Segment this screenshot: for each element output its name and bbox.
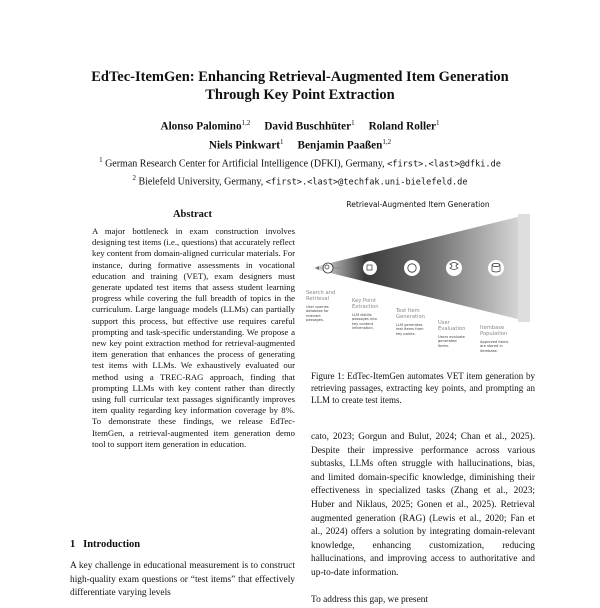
author-affil-sup: 1 xyxy=(436,119,440,127)
affiliation-text: German Research Center for Artificial Intelligence (DFKI), Germany, xyxy=(105,158,385,170)
figure-caption: Figure 1: EdTec-ItemGen automates VET item generation by retrieving passages, extracting key points, and prompting an LLM to create test items. xyxy=(311,371,535,405)
author-affil-sup: 1,2 xyxy=(382,137,392,146)
abstract-heading: Abstract xyxy=(172,209,213,220)
author-affil-sup: 1 xyxy=(351,119,355,127)
author-name: Niels Pinkwart xyxy=(208,139,281,152)
figure-1 xyxy=(302,198,534,358)
affiliation-2 xyxy=(0,171,600,189)
authors-line-1 xyxy=(0,116,600,135)
right-column-text: cato, 2023; Gorgun and Bulut, 2024; Chan et al., 2025). Despite their impressive performance across various subtasks, LLMs often struggle with hallucinations, bias, and limited domain-specific knowledge, diminishing their effectiveness in specialized tasks (Zhang et al., 2023; Huber and Niklaus, 2025; Gonen et al., 2025). Retrieval augmented generation (RAG) (Lewis et al., 2020; Fan et al., 2024) offers a solution by integrating domain-relevant knowledge, enhancing customization, reducing hallucinations, and improving access to authoritative and up-to-date information. xyxy=(311,432,535,578)
stage-desc-itembase: Approved items are stored in itembase. xyxy=(480,340,509,353)
abstract-text: A major bottleneck in exam construction involves designing test items (i.e., questions) that accurately reflect key content from domain-aligned curricular materials. For instance, during formative assessments in vocational education and training (VET), exam designers must generate updated test items that assess student learning progress while covering the full breadth of topics in the curriculum. Large language models (LLMs) can partially support this process, but effective use requires careful prompting and task-specific understanding. We propose a new key point extraction method for retrieval-augmented item generation that enhances the process of generating test items with LLMs. We exhaustively evaluated our method using a TREC-RAG approach, finding that prompting LLMs with key content rather than directly using full curricular text passages significantly improves item quality regarding key information coverage by 8%. To demonstrate these findings, we release EdTec-ItemGen, a retrieval-augmented item generation demo tool to support item generation in education. xyxy=(92,226,295,449)
right-column-bottom-text: To address this gap, we present xyxy=(311,595,429,605)
author-list xyxy=(0,116,600,153)
affiliation-sup: 1 xyxy=(99,156,103,164)
author-name: Benjamin Paaßen xyxy=(297,139,383,152)
stage-icon-search xyxy=(323,263,333,273)
stage-label-itembase: Itembase Population xyxy=(480,325,508,338)
stage-icon-database xyxy=(488,260,504,276)
affiliation-email[interactable]: <first>.<last>@techfak.uni-bielefeld.de xyxy=(265,177,468,188)
author-affil-sup: 1 xyxy=(280,137,284,146)
affiliation-1 xyxy=(0,153,600,171)
affiliation-email[interactable]: <first>.<last>@dfki.de xyxy=(387,159,501,170)
search-icon xyxy=(323,263,333,273)
figure-title: Retrieval-Augmented Item Generation xyxy=(346,200,490,209)
stage-label-generation: Test Item Generation xyxy=(396,308,425,321)
funnel-mouth xyxy=(518,214,530,322)
stage-label-search: Search and Retrieval xyxy=(306,290,336,303)
author-name: Alonso Palomino xyxy=(160,120,242,133)
title-line-1: EdTec-ItemGen: Enhancing Retrieval-Augmented Item Generation xyxy=(91,69,509,85)
stage-desc-evaluation: Users evaluate generated items. xyxy=(438,335,465,348)
stage-label-keypoint: Key Point Extraction xyxy=(352,298,379,311)
affiliation-text: Bielefeld University, Germany, xyxy=(138,176,264,188)
affiliations xyxy=(0,153,600,190)
author-name: Roland Roller xyxy=(368,120,436,133)
database-icon xyxy=(488,260,504,276)
question-icon xyxy=(404,260,420,276)
introduction-text: A key challenge in educational measurement is to construct high-quality exam questions or “test items” that effectively differentiate varying levels xyxy=(70,561,295,599)
section-number: 1 xyxy=(70,539,76,550)
title-line-2: Through Key Point Extraction xyxy=(205,87,395,103)
section-heading-introduction xyxy=(70,539,140,550)
paper-title xyxy=(0,68,600,104)
stage-desc-search: User queries database for relevant passages. xyxy=(306,305,329,323)
author-affil-sup: 1,2 xyxy=(241,119,251,127)
stage-icon-key xyxy=(363,261,377,275)
stage-icon-brain xyxy=(446,260,462,276)
stage-desc-generation: LLM generates test items from key points. xyxy=(396,323,424,336)
section-title: Introduction xyxy=(83,539,141,550)
stage-icon-question xyxy=(404,260,420,276)
authors-line-2 xyxy=(0,135,600,154)
key-icon xyxy=(363,261,377,275)
stage-desc-keypoint: LLM distills passages into key content information. xyxy=(352,313,377,331)
affiliation-sup: 2 xyxy=(132,174,136,183)
stage-label-evaluation: User Evaluation xyxy=(438,320,466,333)
author-name: David Buschhüter xyxy=(264,120,352,133)
